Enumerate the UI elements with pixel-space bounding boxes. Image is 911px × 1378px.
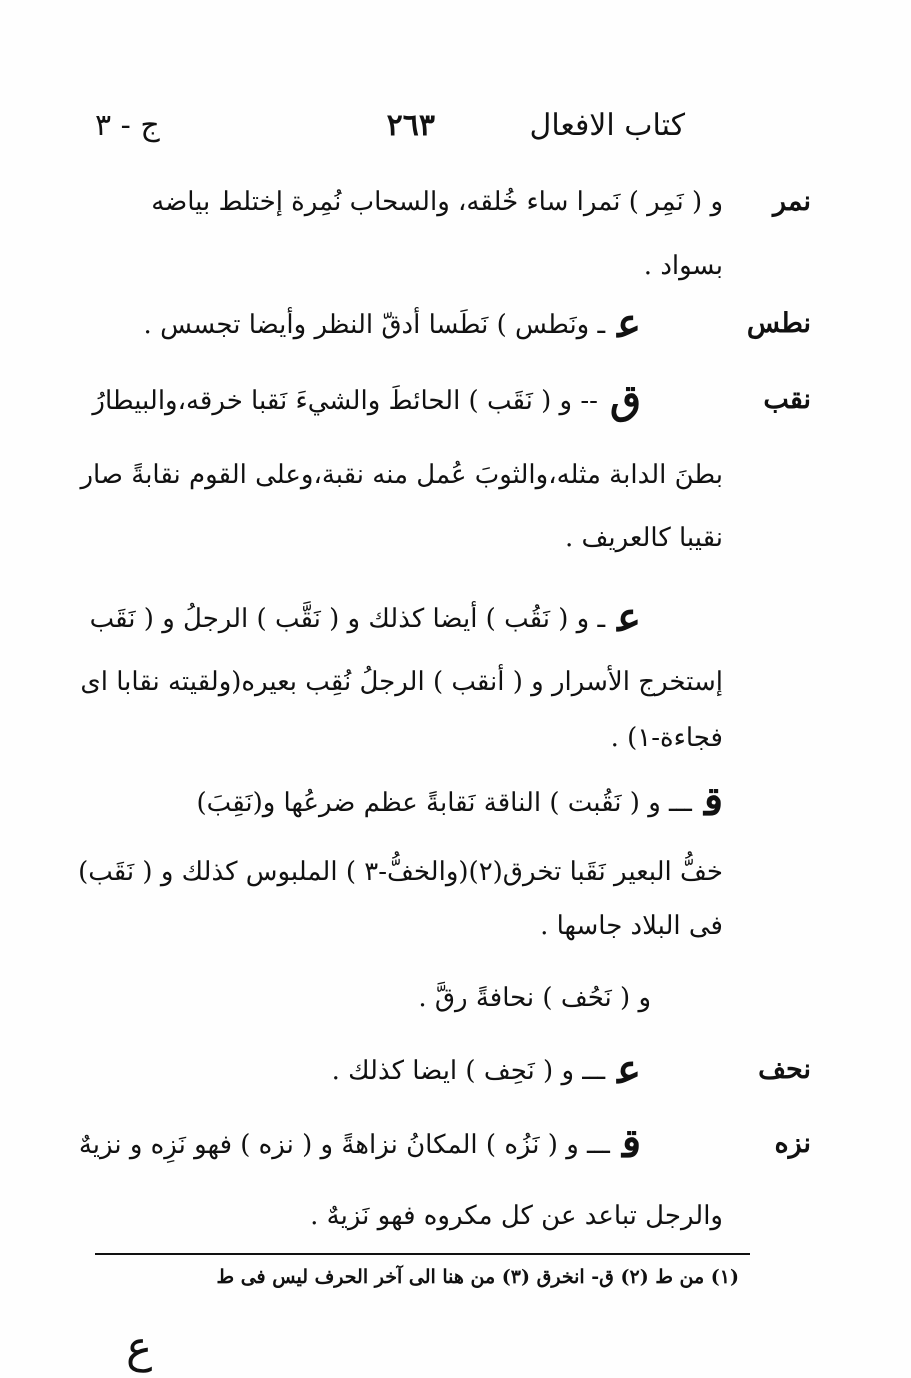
entry-text: ـــ و ( نَقُبت ) الناقة نَقابةً عظم ضرعُها و(نَقِبَ): [196, 788, 692, 818]
entry-text: ـــ و ( نَزُه ) المكانُ نزاهةً و ( نزه ) فهو نَزِه و نزيهٌ: [78, 1130, 610, 1160]
root-word: نطس: [746, 308, 811, 339]
root-word: نقب: [763, 384, 811, 415]
entry-text: ـ و ( نَقُب ) أيضا كذلك و ( نَقَّب ) الرجلُ و ( نَقَب: [89, 604, 606, 634]
source-marker: ق: [609, 376, 641, 423]
entry-text: نقيبا كالعريف .: [564, 523, 723, 553]
source-marker: ق: [703, 778, 723, 825]
entry-text: -- و ( نَقَب ) الحائطَ والشيءَ نَقبا خرقه،والبيطارُ: [92, 386, 598, 416]
volume-label: ج - ٣: [95, 108, 160, 143]
footnote-rule: [95, 1253, 750, 1255]
entry-text: بسواد .: [643, 251, 723, 281]
book-title: كتاب الافعال: [529, 108, 685, 143]
signature-mark: ع: [126, 1322, 153, 1373]
page-header: [95, 108, 685, 158]
entry-text: فجاءة-١) .: [610, 723, 723, 753]
page-number: ٢٦٣: [386, 108, 435, 143]
source-marker: ع: [617, 594, 641, 641]
root-word: نزه: [774, 1128, 811, 1159]
entry-line: [80, 455, 723, 495]
entry-line: [78, 1120, 641, 1167]
entry-line: [310, 1196, 723, 1236]
entry-line: [540, 906, 723, 946]
entry-line: [92, 376, 641, 423]
entry-text: و ( نَحُف ) نحافةً رقَّ .: [418, 983, 651, 1013]
entry-text: ـ ونَطس ) نَطَسا أدقّ النظر وأيضا تجسس .: [143, 310, 606, 340]
entry-line: [331, 1046, 641, 1093]
entry-line: [80, 662, 723, 702]
entry-text: إستخرج الأسرار و ( أنقب ) الرجلُ نُقِب بعيره(ولقيته نقابا اى: [80, 667, 723, 697]
entry-line: [78, 852, 723, 892]
entry-text: ـــ و ( نَحِف ) ايضا كذلك .: [331, 1056, 606, 1086]
source-marker: ق: [621, 1120, 641, 1167]
entry-line: [89, 594, 641, 641]
source-marker: ع: [617, 300, 641, 347]
root-word: نحف: [758, 1054, 811, 1085]
entry-line: [644, 246, 723, 286]
entry-text: بطنَ الدابة مثله،والثوبَ عُمل منه نقبة،وعلى القوم نقابةً صار: [80, 460, 723, 490]
source-marker: ع: [617, 1046, 641, 1093]
entry-line: [143, 300, 641, 347]
entry-line: [151, 182, 723, 222]
entry-text: خفُّ البعير نَقَبا تخرق(٢)(والخفُّ-٣ ) الملبوس كذلك و ( نَقَب): [78, 857, 723, 887]
entry-line: [196, 778, 723, 825]
entry-text: و ( نَمِر ) نَمرا ساء خُلقه، والسحاب نُمِرة إختلط بياضه: [151, 187, 723, 217]
entry-line: [418, 978, 651, 1018]
entry-line: [611, 718, 723, 758]
entry-text: والرجل تباعد عن كل مكروه فهو نَزيهٌ .: [310, 1201, 723, 1231]
footnote: (١) من ط (٢) ق- انخرق (٣) من هنا الى آخر الحرف ليس فى ط: [216, 1266, 739, 1288]
entry-line: [565, 518, 723, 558]
entry-text: فى البلاد جاسها .: [540, 911, 723, 941]
root-word: نمر: [772, 186, 811, 217]
